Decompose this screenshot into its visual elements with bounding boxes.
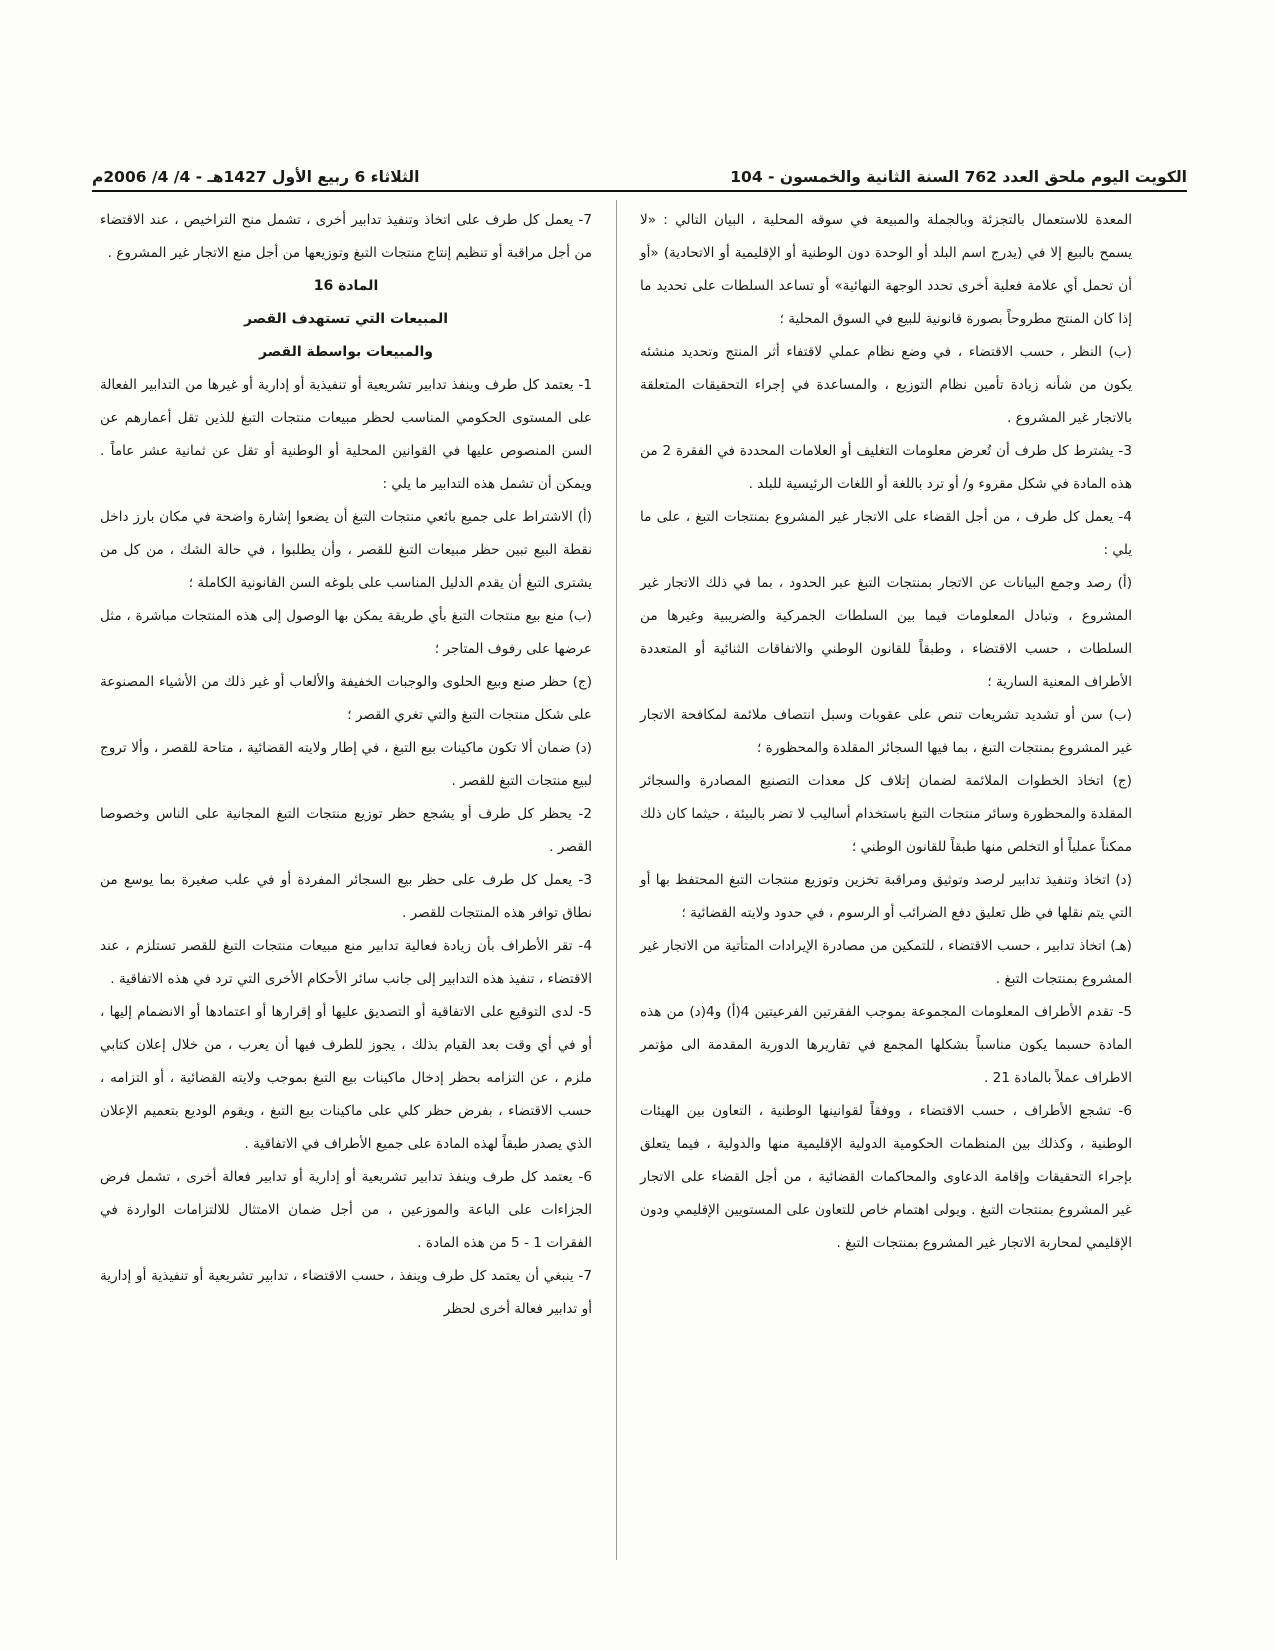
right-paragraph: (هـ) اتخاذ تدابير ، حسب الاقتضاء ، للتمكين من مصادرة الإيرادات المتأتية من الاتجار غير المشروع بمنتجات التبغ . xyxy=(640,938,1132,987)
right-column xyxy=(640,204,1132,1260)
right-paragraph: (ب) النظر ، حسب الاقتضاء ، في وضع نظام عملي لاقتفاء أثر المنتج وتحديد منشئه يكون من شأنه زيادة تأمين نظام التوزيع ، والمساعدة في إجراء التحقيقات المتعلقة بالاتجار غير المشروع . xyxy=(640,344,1132,426)
left-paragraph: 6- يعتمد كل طرف وينفذ تدابير تشريعية أو إدارية أو تدابير فعالة أخرى ، تشمل فرض الجزاءات على الباعة والموزعين ، من أجل ضمان الامتثال للالتزامات الواردة في الفقرات 1 - 5 من هذه المادة . xyxy=(100,1169,592,1251)
left-intro-paragraph: 7- يعمل كل طرف على اتخاذ وتنفيذ تدابير أخرى ، تشمل منح التراخيص ، عند الاقتضاء من أجل مراقبة أو تنظيم إنتاج منتجات التبغ وتوزيعها من أجل منع الاتجار غير المشروع . xyxy=(100,212,592,261)
left-paragraph: (ب) منع بيع منتجات التبغ بأي طريقة يمكن بها الوصول إلى هذه المنتجات مباشرة ، مثل عرضها على رفوف المتاجر ؛ xyxy=(100,608,592,657)
left-paragraph: 7- ينبغي أن يعتمد كل طرف وينفذ ، حسب الاقتضاء ، تدابير تشريعية أو تنفيذية أو إدارية أو تدابير فعالة أخرى لحظر xyxy=(100,1268,592,1317)
right-paragraph: (أ) رصد وجمع البيانات عن الاتجار بمنتجات التبغ عبر الحدود ، بما في ذلك الاتجار غير المشروع ، وتبادل المعلومات فيما بين السلطات الجمركية والضريبية وغيرها من السلطات ، حسب الاقتضاء ، وطبقاً للقانون الوطني والاتفاقات الثنائية أو المتعددة الأطراف المعنية السارية ؛ xyxy=(640,575,1132,690)
left-paragraph: (ج) حظر صنع وبيع الحلوى والوجبات الخفيفة والألعاب أو غير ذلك من الأشياء المصنوعة على شكل منتجات التبغ والتي تغري القصر ؛ xyxy=(100,674,592,723)
left-paragraph: (أ) الاشتراط على جميع بائعي منتجات التبغ أن يضعوا إشارة واضحة في مكان بارز داخل نقطة البيع تبين حظر مبيعات التبغ للقصر ، وأن يطلبوا ، في حالة الشك ، من كل من يشترى التبغ أن يقدم الدليل المناسب على بلوغه السن القانونية الكاملة ؛ xyxy=(100,509,592,591)
page-header xyxy=(92,152,1187,186)
right-paragraph: المعدة للاستعمال بالتجزئة وبالجملة والمبيعة في سوقه المحلية ، البيان التالي : «لا يسمح بالبيع إلا في (يدرج اسم البلد أو الوحدة دون الوطنية أو الإقليمية أو الاتحادية) «أو أن تحمل أي علامة فعلية أخرى تحدد الوجهة النهائية» أو تساعد السلطات على تحديد ما إذا كان المنتج مطروحاً بصورة قانونية للبيع في السوق المحلية ؛ xyxy=(640,212,1132,327)
article-number: المادة 16 xyxy=(313,278,379,294)
left-paragraph: 1- يعتمد كل طرف وينفذ تدابير تشريعية أو تنفيذية أو إدارية أو غيرها من التدابير الفعالة على المستوى الحكومي المناسب لحظر مبيعات منتجات التبغ للذين تقل أعمارهم عن السن المنصوص عليها في القوانين المحلية أو الوطنية أو تقل عن ثمانية عشر عاماً . ويمكن أن تشمل هذه التدابير ما يلي : xyxy=(100,377,592,492)
header-divider xyxy=(92,190,1187,192)
right-paragraph: 4- يعمل كل طرف ، من أجل القضاء على الاتجار غير المشروع بمنتجات التبغ ، على ما يلي : xyxy=(640,509,1132,558)
header-gazette-info: الكويت اليوم ملحق العدد 762 السنة الثانية والخمسون - 104 xyxy=(730,168,1187,186)
left-paragraph: 5- لدى التوقيع على الاتفاقية أو التصديق عليها أو إقرارها أو اعتمادها أو الانضمام إليها ، أو في أي وقت بعد القيام بذلك ، يجوز للطرف فيها أن يعرب ، من خلال إعلان كتابي ملزم ، عن التزامه بحظر إدخال ماكينات بيع التبغ بموجب ولايته القضائية ، أو التزامه ، حسب الاقتضاء ، بفرض حظر كلي على ماكينات بيع التبغ ، ويقوم الوديع بتعميم الإعلان الذي يصدر طبقاً لهذه المادة على جميع الأطراف في الاتفاقية . xyxy=(100,1004,592,1152)
right-paragraph: 5- تقدم الأطراف المعلومات المجموعة بموجب الفقرتين الفرعيتين 4(أ) و4(د) من هذه المادة حسبما يكون مناسباً بشكلها المجمع في تقاريرها الدورية المقدمة الى مؤتمر الاطراف عملاً بالمادة 21 . xyxy=(640,1004,1132,1086)
left-column xyxy=(100,204,592,1326)
column-divider xyxy=(616,200,617,1560)
right-paragraph: (ب) سن أو تشديد تشريعات تنص على عقوبات وسبل انتصاف ملائمة لمكافحة الاتجار غير المشروع بمنتجات التبغ ، بما فيها السجائر المقلدة والمحظورة ؛ xyxy=(640,707,1132,756)
right-paragraph: (ج) اتخاذ الخطوات الملائمة لضمان إتلاف كل معدات التصنيع المصادرة والسجائر المقلدة والمحظورة وسائر منتجات التبغ باستخدام أساليب لا تضر بالبيئة ، حيثما كان ذلك ممكناً عملياً أو التخلص منها طبقاً للقانون الوطني ؛ xyxy=(640,773,1132,855)
left-paragraph: (د) ضمان ألا تكون ماكينات بيع التبغ ، في إطار ولايته القضائية ، متاحة للقصر ، وألا تروج لبيع منتجات التبغ للقصر . xyxy=(100,740,592,789)
left-paragraph: 3- يعمل كل طرف على حظر بيع السجائر المفردة أو في علب صغيرة بما يوسع من نطاق توافر هذه المنتجات للقصر . xyxy=(100,872,592,921)
right-paragraph: 3- يشترط كل طرف أن تُعرض معلومات التغليف أو العلامات المحددة في الفقرة 2 من هذه المادة في شكل مقروء و/ أو ترد باللغة أو اللغات الرئيسية للبلد . xyxy=(640,443,1132,492)
header-date: الثلاثاء 6 ربيع الأول 1427هـ - 4/ 4/ 2006م xyxy=(92,168,420,186)
left-paragraph: 2- يحظر كل طرف أو يشجع حظر توزيع منتجات التبغ المجانية على الناس وخصوصا القصر . xyxy=(100,806,592,855)
right-paragraph: 6- تشجع الأطراف ، حسب الاقتضاء ، ووفقاً لقوانينها الوطنية ، التعاون بين الهيئات الوطنية ، وكذلك بين المنظمات الحكومية الدولية الإقليمية منها والدولية ، فيما يتعلق بإجراء التحقيقات وإقامة الدعاوى والمحاكمات القضائية ، من أجل القضاء على الاتجار غير المشروع بمنتجات التبغ . ويولى اهتمام خاص للتعاون على المستويين الإقليمي ودون الإقليمي لمحاربة الاتجار غير المشروع بمنتجات التبغ . xyxy=(640,1103,1132,1251)
right-paragraph: (د) اتخاذ وتنفيذ تدابير لرصد وتوثيق ومراقبة تخزين وتوزيع منتجات التبغ المحتفظ بها أو التي يتم نقلها في ظل تعليق دفع الضرائب أو الرسوم ، في حدود ولايته القضائية ؛ xyxy=(640,872,1132,921)
left-paragraph: 4- تقر الأطراف بأن زيادة فعالية تدابير منع مبيعات منتجات التبغ للقصر تستلزم ، عند الاقتضاء ، تنفيذ هذه التدابير إلى جانب سائر الأحكام الأخرى التي ترد في هذه الاتفاقية . xyxy=(100,938,592,987)
article-subtitle: والمبيعات بواسطة القصر xyxy=(259,344,433,360)
article-title: المبيعات التي تستهدف القصر xyxy=(243,311,449,327)
